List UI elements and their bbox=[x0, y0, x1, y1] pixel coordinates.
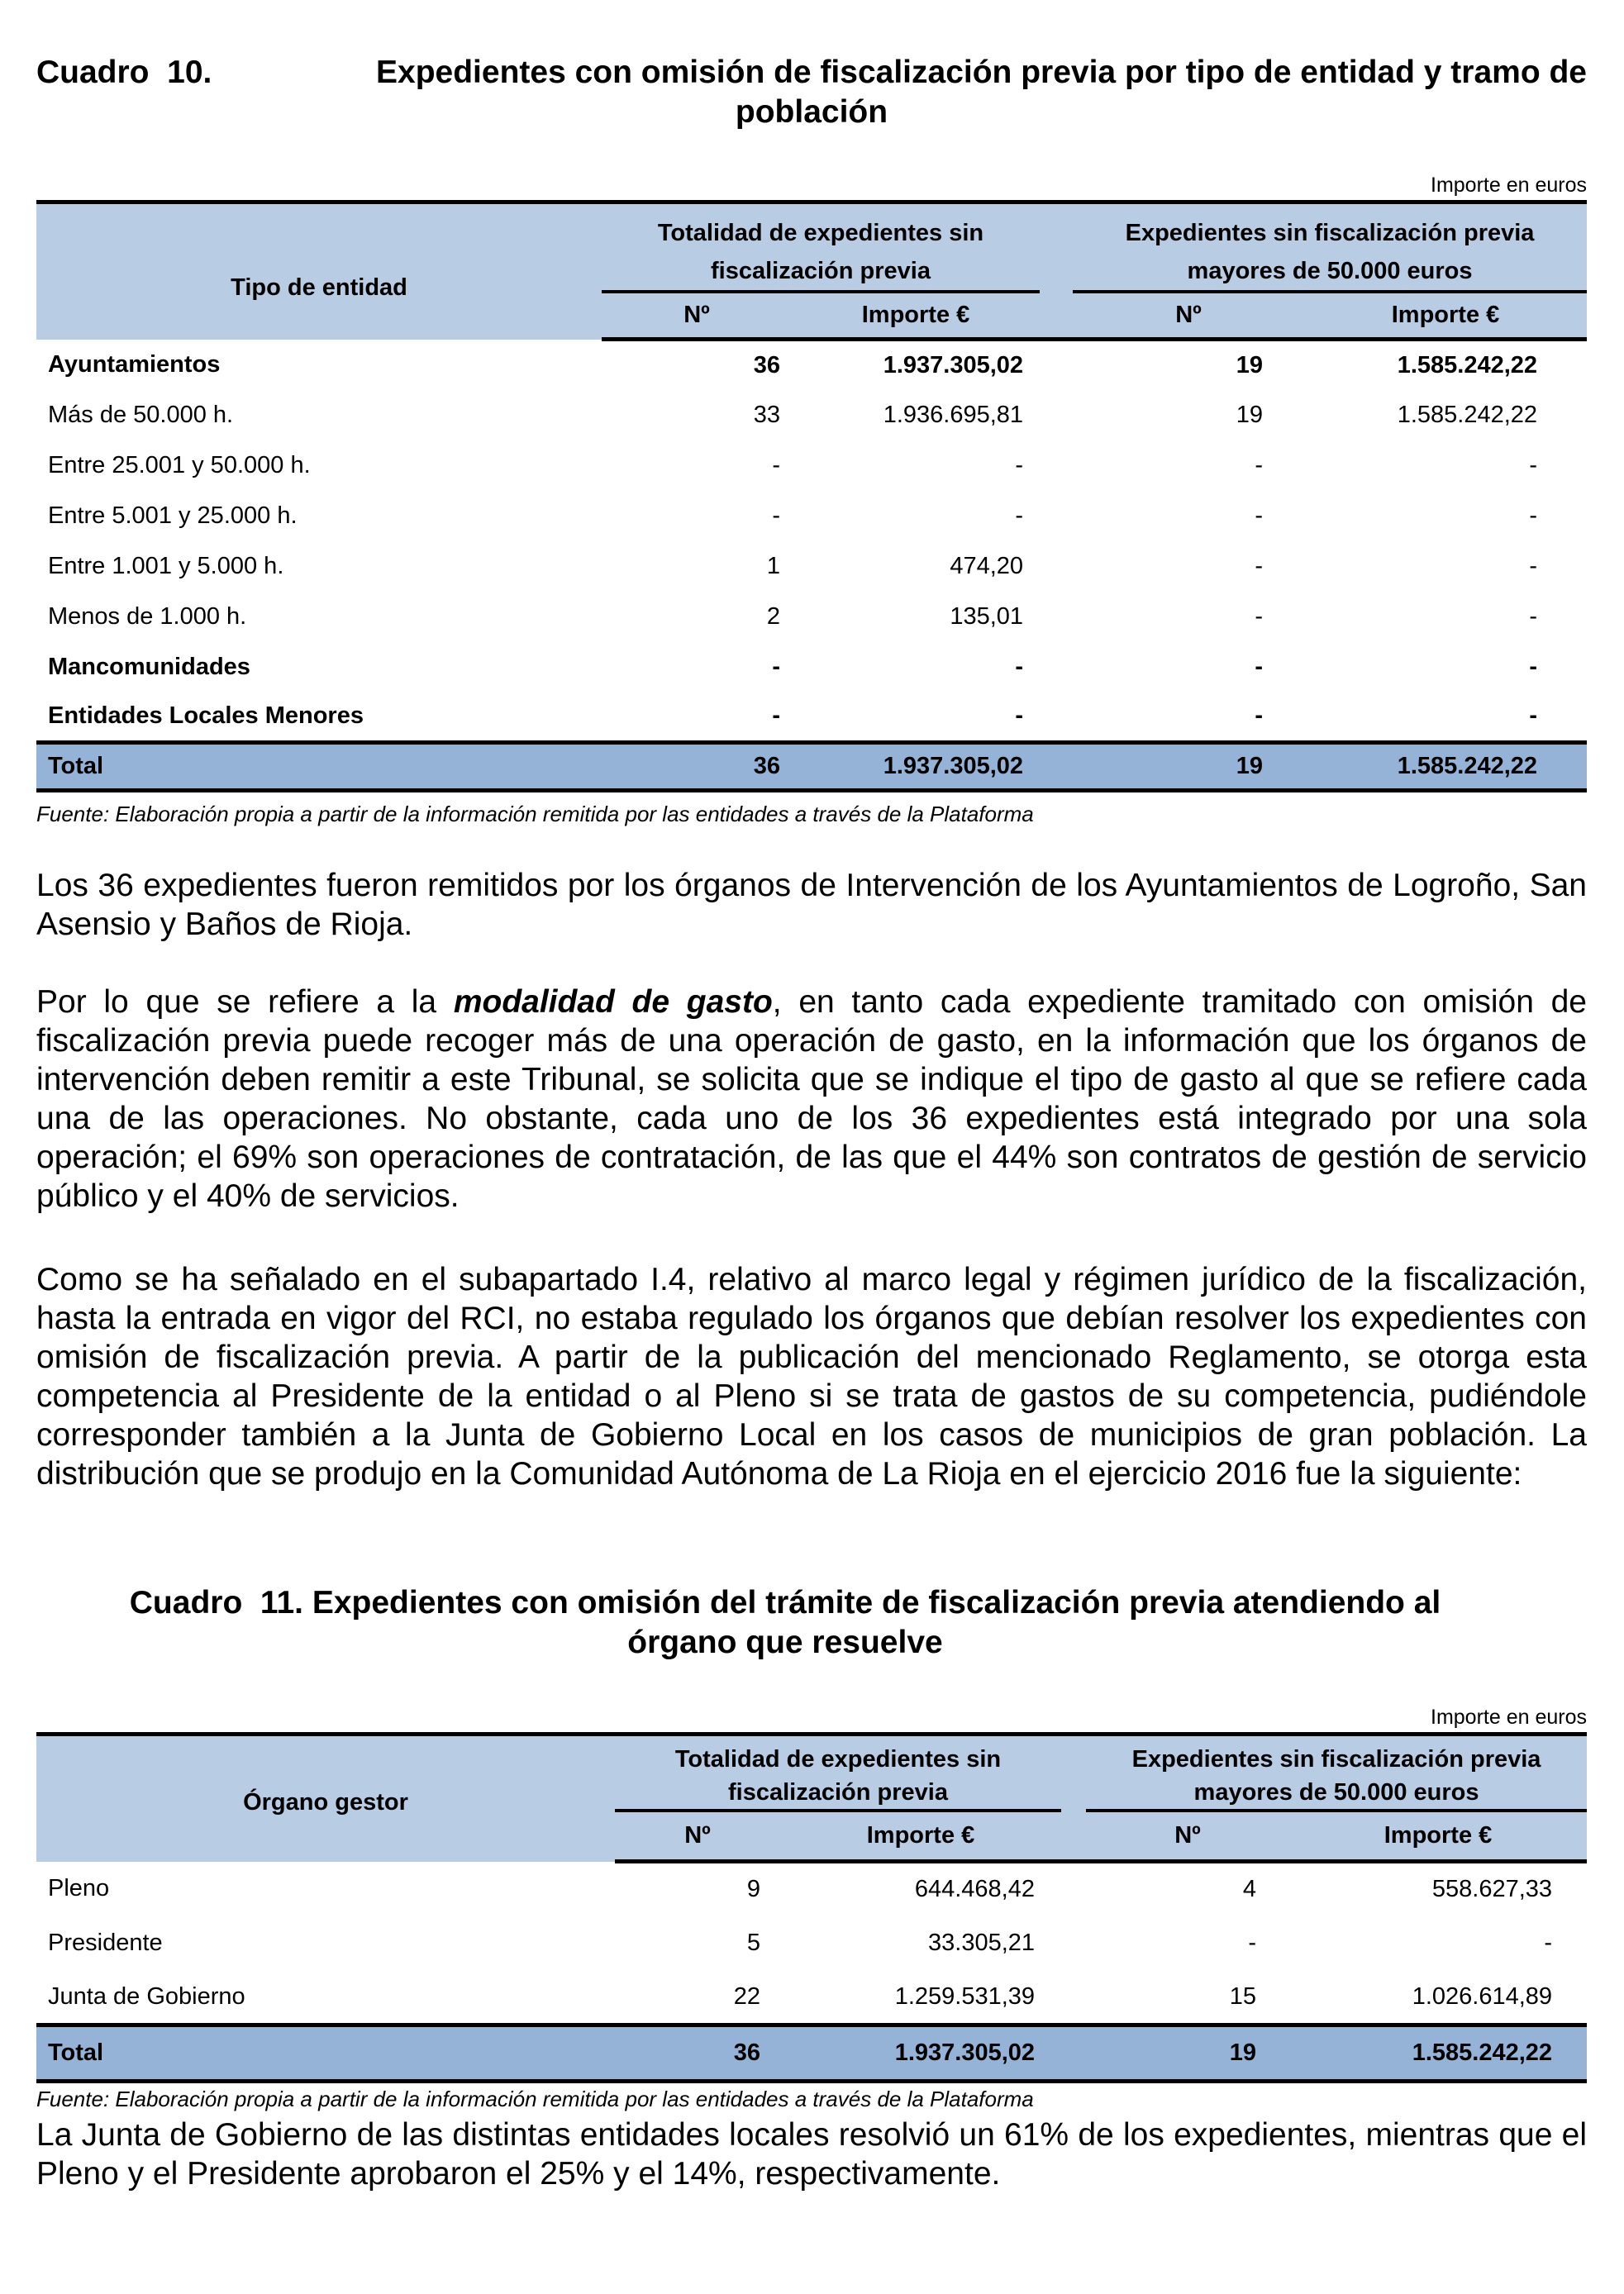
row-importe2: 1.585.242,22 bbox=[1397, 351, 1538, 378]
table-11-title-line1: Expedientes con omisión del trámite de fiscalización previa atendiendo al bbox=[312, 1585, 1441, 1621]
row-importe2: - bbox=[1544, 1930, 1553, 1956]
table-10-total-importe2: 1.585.242,22 bbox=[1304, 743, 1587, 791]
table-row bbox=[36, 692, 1587, 743]
row-importe1: 1.937.305,02 bbox=[883, 351, 1024, 378]
table-row bbox=[36, 390, 1587, 440]
row-label: Junta de Gobierno bbox=[48, 1982, 245, 2010]
table-10-number: Cuadro 10. bbox=[36, 55, 212, 90]
table-11-source: Fuente: Elaboración propia a partir de la información remitida por las entidades a través de la Plataforma bbox=[36, 2087, 1034, 2111]
paragraph-4: La Junta de Gobierno de las distintas entidades locales resolvió un 61% de los expedientes, mientras que el Pleno y el Presidente aprobaron el 25% y el 14%, respectivamente. bbox=[36, 2117, 1587, 2192]
row-importe2: - bbox=[1529, 451, 1538, 478]
table-11-header-group-total: Totalidad de expedientes sin fiscalización previa bbox=[615, 1735, 1061, 1812]
row-importe2: - bbox=[1529, 653, 1538, 680]
row-n1: - bbox=[772, 653, 780, 680]
paragraph-2-start: Por lo que se refiere a la bbox=[36, 984, 454, 1020]
table-11-header-n1: Nº bbox=[615, 1812, 780, 1862]
row-label: Entre 5.001 y 25.000 h. bbox=[48, 502, 298, 529]
row-label: Presidente bbox=[48, 1930, 163, 1956]
table-10-source: Fuente: Elaboración propia a partir de la información remitida por las entidades a través de la Plataforma bbox=[36, 802, 1034, 826]
row-n1: 33 bbox=[753, 401, 780, 428]
row-importe1: 135,01 bbox=[950, 602, 1024, 630]
table-10-header-tipo: Tipo de entidad bbox=[36, 202, 602, 340]
paragraph-2-end: , en tanto cada expediente tramitado con omisión de fiscalización previa puede recoger más de una operación de gasto, en la información que los órganos de intervención deben remitir a este Tribunal, se solicita que se indique el tipo de gasto al que se refiere cada una de las operaciones. No obstante, cada uno de los 36 expedientes está integrado por una sola operación; el 69% son operaciones de contratación, de las que el 44% son contratos de gestión de servicio público y el 40% de servicios. bbox=[36, 984, 1587, 1214]
row-n2: 19 bbox=[1236, 401, 1264, 428]
row-n2: 15 bbox=[1229, 1982, 1257, 2010]
table-11-total-row bbox=[36, 2025, 1587, 2082]
table-10-total-importe1: 1.937.305,02 bbox=[792, 743, 1040, 791]
table-row bbox=[36, 1862, 1587, 1916]
row-importe1: - bbox=[1015, 702, 1024, 730]
row-n1: - bbox=[772, 451, 780, 478]
row-importe1: - bbox=[1015, 653, 1024, 680]
table-11-total-n2: 19 bbox=[1086, 2025, 1289, 2082]
row-importe2: 558.627,33 bbox=[1431, 1876, 1553, 1903]
row-n2: - bbox=[1255, 502, 1264, 529]
table-10-total-n2: 19 bbox=[1073, 743, 1304, 791]
row-importe1: 644.468,42 bbox=[914, 1876, 1036, 1903]
row-n2: - bbox=[1255, 552, 1264, 579]
table-row bbox=[36, 592, 1587, 642]
row-n2: - bbox=[1255, 602, 1264, 630]
row-n2: - bbox=[1255, 451, 1264, 478]
table-11-total-importe1: 1.937.305,02 bbox=[780, 2025, 1061, 2082]
table-11 bbox=[36, 1732, 1587, 2083]
table-10-total-n1: 36 bbox=[602, 743, 792, 791]
paragraph-3: Como se ha señalado en el subapartado I.4, relativo al marco legal y régimen jurídico de la fiscalización, hasta la entrada en vigor del RCI, no estaba regulado los órganos que debían resolver los expedientes con omisión de fiscalización previa. A partir de la publicación del mencionado Reglamento, se otorga esta competencia al Presidente de la entidad o al Pleno si se trata de gastos de su competencia, pudiéndole corresponder también a la Junta de Gobierno Local en los casos de municipios de gran población. La distribución que se produjo en la Comunidad Autónoma de La Rioja en el ejercicio 2016 fue la siguiente: bbox=[36, 1262, 1587, 1492]
table-row bbox=[36, 340, 1587, 390]
row-importe1: 1.936.695,81 bbox=[883, 401, 1024, 428]
row-importe2: - bbox=[1529, 702, 1538, 730]
row-label: Entre 1.001 y 5.000 h. bbox=[48, 552, 284, 579]
table-row bbox=[36, 440, 1587, 491]
row-importe2: 1.026.614,89 bbox=[1412, 1982, 1553, 2010]
row-n2: 4 bbox=[1242, 1876, 1257, 1903]
table-11-number: Cuadro 11. bbox=[129, 1585, 303, 1621]
row-importe2: - bbox=[1529, 502, 1538, 529]
table-10-header-importe1: Importe € bbox=[792, 293, 1040, 340]
row-n1: 5 bbox=[746, 1930, 760, 1956]
paragraph-2 bbox=[36, 983, 1587, 1216]
row-importe1: 33.305,21 bbox=[928, 1930, 1036, 1956]
row-n1: 36 bbox=[753, 351, 780, 378]
table-11-title-line2: órgano que resuelve bbox=[627, 1625, 943, 1660]
row-label: Ayuntamientos bbox=[48, 350, 221, 378]
table-10-total-row bbox=[36, 743, 1587, 791]
table-10-title-line1: Expedientes con omisión de fiscalización previa por tipo de entidad y tramo de bbox=[376, 55, 1587, 90]
row-n1: - bbox=[772, 502, 780, 529]
table-10-total-label: Total bbox=[36, 743, 602, 791]
row-n2: - bbox=[1255, 702, 1264, 730]
table-10-header-group-total: Totalidad de expedientes sin fiscalización previa bbox=[602, 202, 1040, 293]
table-11-header-importe1: Importe € bbox=[780, 1812, 1061, 1862]
row-importe1: 1.259.531,39 bbox=[894, 1982, 1036, 2010]
table-row bbox=[36, 541, 1587, 592]
table-10-header-n2: Nº bbox=[1073, 293, 1304, 340]
row-label: Más de 50.000 h. bbox=[48, 401, 234, 428]
table-11-total-n1: 36 bbox=[615, 2025, 780, 2082]
row-n2: - bbox=[1248, 1930, 1257, 1956]
table-11-total-importe2: 1.585.242,22 bbox=[1289, 2025, 1587, 2082]
table-10-title-line2: población bbox=[735, 94, 888, 130]
row-importe2: 1.585.242,22 bbox=[1397, 401, 1538, 428]
row-n1: 22 bbox=[733, 1982, 760, 2010]
row-label: Entidades Locales Menores bbox=[48, 702, 364, 730]
table-10-header-n1: Nº bbox=[602, 293, 792, 340]
table-row bbox=[36, 1916, 1587, 1971]
row-importe1: - bbox=[1015, 451, 1024, 478]
table-11-units: Importe en euros bbox=[1431, 1706, 1587, 1729]
table-11-header-n2: Nº bbox=[1086, 1812, 1289, 1862]
row-importe2: - bbox=[1529, 552, 1538, 579]
row-n1: 9 bbox=[746, 1876, 760, 1903]
row-n1: 1 bbox=[766, 552, 780, 579]
row-n2: 19 bbox=[1236, 351, 1264, 378]
row-n1: 2 bbox=[766, 602, 780, 630]
table-10-header-group-over50k: Expedientes sin fiscalización previa mayores de 50.000 euros bbox=[1073, 202, 1587, 293]
table-10 bbox=[36, 200, 1587, 792]
row-label: Menos de 1.000 h. bbox=[48, 602, 247, 630]
row-label: Entre 25.001 y 50.000 h. bbox=[48, 451, 311, 478]
row-label: Mancomunidades bbox=[48, 653, 250, 680]
table-row bbox=[36, 1971, 1587, 2025]
table-row bbox=[36, 491, 1587, 541]
table-11-caption bbox=[83, 1583, 1488, 1663]
table-10-caption bbox=[36, 53, 1587, 132]
table-row bbox=[36, 642, 1587, 692]
table-11-header-importe2: Importe € bbox=[1289, 1812, 1587, 1862]
paragraph-1: Los 36 expedientes fueron remitidos por los órganos de Intervención de los Ayuntamientos de Logroño, San Asensio y Baños de Rioja. bbox=[36, 868, 1587, 942]
row-label: Pleno bbox=[48, 1875, 110, 1901]
row-importe1: - bbox=[1015, 502, 1024, 529]
table-10-header-importe2: Importe € bbox=[1304, 293, 1587, 340]
row-n2: - bbox=[1255, 653, 1264, 680]
paragraph-2-emphasis: modalidad de gasto bbox=[453, 984, 773, 1020]
row-importe2: - bbox=[1529, 602, 1538, 630]
table-11-header-group-over50k: Expedientes sin fiscalización previa mayores de 50.000 euros bbox=[1086, 1735, 1587, 1812]
row-n1: - bbox=[772, 702, 780, 730]
table-10-units: Importe en euros bbox=[1431, 174, 1587, 197]
table-11-header-organo: Órgano gestor bbox=[36, 1735, 615, 1862]
row-importe1: 474,20 bbox=[950, 552, 1024, 579]
table-11-total-label: Total bbox=[36, 2025, 615, 2082]
